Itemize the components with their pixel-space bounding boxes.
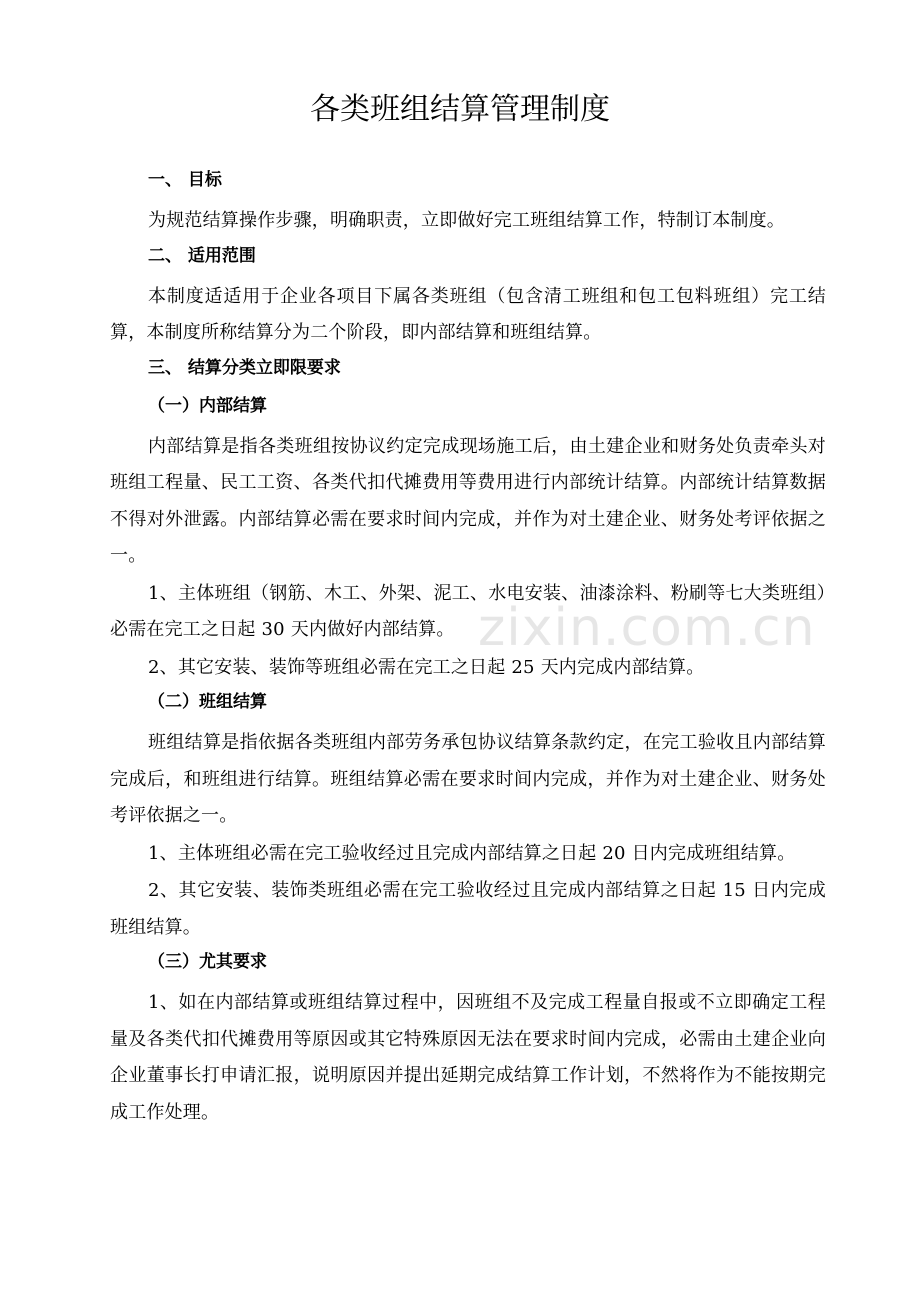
team-settlement-paragraph: 班组结算是指依据各类班组内部劳务承包协议结算条款约定，在完工验收且内部结算完成后，和班组进行结算。班组结算必需在要求时间内完成，并作为对土建企业、财务处考评依据之一。: [110, 732, 826, 826]
goal-paragraph: 为规范结算操作步骤，明确职责，立即做好完工班组结算工作，特制订本制度。: [148, 210, 785, 231]
scope-paragraph: 本制度适适用于企业各项目下属各类班组（包含清工班组和包工包料班组）完工结算，本制度所称结算分为二个阶段，即内部结算和班组结算。: [110, 285, 826, 343]
subsection-heading-special-requirements: （三）尤其要求: [148, 952, 267, 972]
subsection-heading-internal-settlement: （一）内部结算: [148, 395, 267, 416]
document-title: 各类班组结算管理制度: [310, 92, 610, 127]
document-body: [110, 165, 826, 1132]
internal-settlement-item-2: 2、其它安装、装饰等班组必需在完工之日起 25 天内完成内部结算。: [148, 656, 705, 678]
special-requirements-item-1: 1、如在内部结算或班组结算过程中，因班组不及完成工程量自报或不立即确定工程量及各类代扣代摊费用等原因或其它特殊原因无法在要求时间内完成，必需由土建企业向企业董事长打申请汇报，说明原因并提出延期完成结算工作计划，不然将作为不能按期完成工作处理。: [110, 992, 826, 1123]
section-heading-settlement-requirements: 三、 结算分类立即限要求: [148, 357, 341, 378]
internal-settlement-paragraph: 内部结算是指各类班组按协议约定完成现场施工后，由土建企业和财务处负责牵头对班组工程量、民工工资、各类代扣代摊费用等费用进行内部统计结算。内部统计结算数据不得对外泄露。内部结算必需在要求时间内完成，并作为对土建企业、财务处考评依据之一。: [110, 435, 826, 566]
internal-settlement-item-1: 1、主体班组（钢筋、木工、外架、泥工、水电安装、油漆涂料、粉刷等七大类班组）必需在完工之日起 30 天内做好内部结算。: [110, 582, 826, 640]
watermark-text: zixin.com.cn: [478, 598, 816, 658]
team-settlement-item-2: 2、其它安装、装饰类班组必需在完工验收经过且完成内部结算之日起 15 日内完成班组结算。: [110, 880, 826, 938]
section-heading-goal: 一、 目标: [148, 170, 222, 190]
subsection-heading-team-settlement: （二）班组结算: [148, 692, 267, 712]
section-heading-scope: 二、 适用范围: [148, 245, 256, 266]
team-settlement-item-1: 1、主体班组必需在完工验收经过且完成内部结算之日起 20 日内完成班组结算。: [148, 842, 796, 864]
